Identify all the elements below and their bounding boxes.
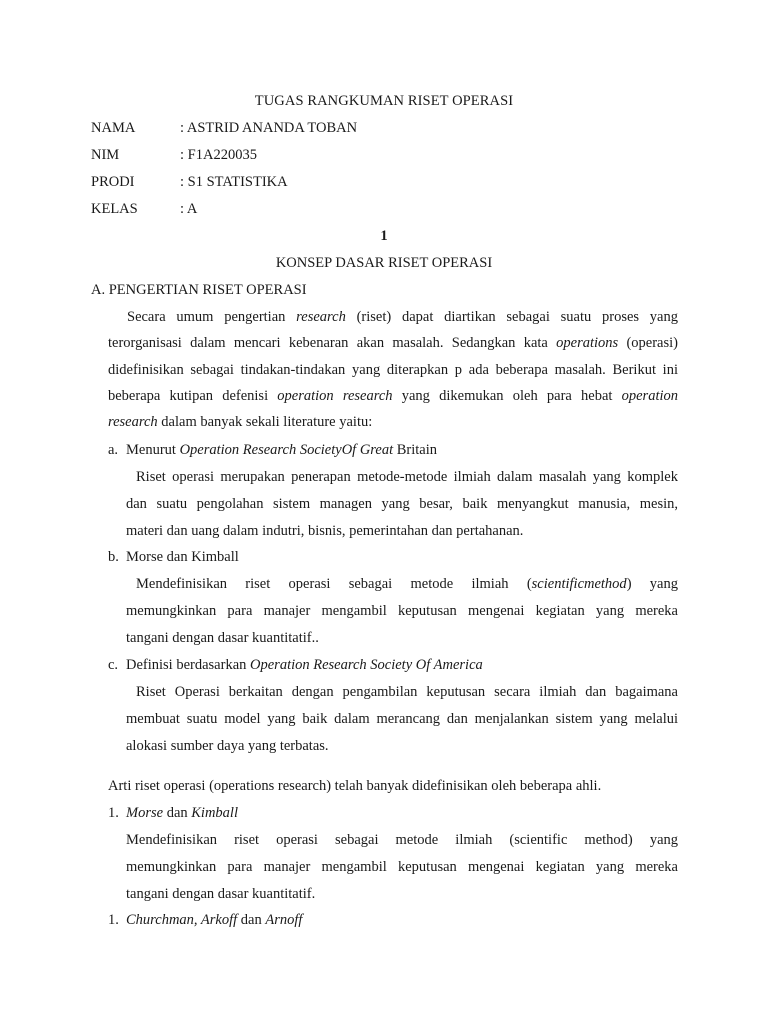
- chapter-title: KONSEP DASAR RISET OPERASI: [275, 255, 493, 271]
- item-a-line-1: Riset operasi merupakan penerapan metode-metode ilmiah dalam masalah yang komplek: [136, 469, 678, 485]
- field-label-kelas: KELAS: [91, 201, 138, 217]
- item-c-line-1: Riset Operasi berkaitan dengan pengambilan keputusan secara ilmiah dan bagaimana: [136, 684, 678, 700]
- experts-intro: Arti riset operasi (operations research) telah banyak didefinisikan oleh beberapa ahli.: [108, 778, 602, 794]
- item-c-line-2: membuat suatu model yang baik dalam merancang dan menjalankan sistem yang melalui: [126, 711, 678, 727]
- item-c-line-3: alokasi sumber daya yang terbatas.: [126, 738, 329, 754]
- list-item-c-label: Definisi berdasarkan Operation Research Society Of America: [126, 657, 483, 673]
- list-marker-a: a.: [108, 442, 119, 458]
- field-value-nama: : ASTRID ANANDA TOBAN: [180, 120, 358, 136]
- field-label-nim: NIM: [91, 147, 120, 163]
- intro-line-2: terorganisasi dalam mencari kebenaran akan masalah. Sedangkan kata operations (operasi): [108, 335, 678, 351]
- field-value-kelas: : A: [180, 201, 198, 217]
- expert-2-marker: 1.: [108, 912, 119, 928]
- document-title: TUGAS RANGKUMAN RISET OPERASI: [254, 93, 514, 109]
- expert-1-line-2: memungkinkan para manajer mengambil keputusan mengenai kegiatan yang mereka: [126, 859, 678, 875]
- intro-line-5: research dalam banyak sekali literature yaitu:: [108, 414, 373, 430]
- intro-line-4: beberapa kutipan defenisi operation research yang dikemukan oleh para hebat operation: [108, 388, 679, 404]
- expert-1-name: Morse dan Kimball: [126, 805, 238, 821]
- item-b-line-3: tangani dengan dasar kuantitatif..: [126, 630, 319, 646]
- list-marker-c: c.: [108, 657, 119, 673]
- expert-1-line-1: Mendefinisikan riset operasi sebagai metode ilmiah (scientific method) yang: [126, 832, 678, 848]
- item-b-line-1: Mendefinisikan riset operasi sebagai metode ilmiah (scientificmethod) yang: [136, 576, 678, 592]
- field-label-nama: NAMA: [91, 120, 136, 136]
- intro-line-3: didefinisikan sebagai tindakan-tindakan yang diterapkan p ada beberapa masalah. Berikut ini: [108, 362, 678, 378]
- section-heading: A. PENGERTIAN RISET OPERASI: [91, 282, 307, 298]
- list-item-b-label: Morse dan Kimball: [126, 549, 239, 565]
- expert-1-marker: 1.: [108, 805, 119, 821]
- field-label-prodi: PRODI: [91, 174, 135, 190]
- item-a-line-3: materi dan uang dalam indutri, bisnis, pemerintahan dan pertahanan.: [126, 523, 524, 539]
- field-value-nim: : F1A220035: [180, 147, 257, 163]
- expert-1-line-3: tangani dengan dasar kuantitatif.: [126, 886, 316, 902]
- field-value-prodi: : S1 STATISTIKA: [180, 174, 288, 190]
- chapter-number: 1: [380, 228, 388, 244]
- list-item-a-label: Menurut Operation Research SocietyOf Great Britain: [126, 442, 438, 458]
- item-a-line-2: dan suatu pengolahan sistem managen yang besar, baik menyangkut manusia, mesin,: [126, 496, 678, 512]
- item-b-line-2: memungkinkan para manajer mengambil keputusan mengenai kegiatan yang mereka: [126, 603, 678, 619]
- list-marker-b: b.: [108, 549, 119, 565]
- expert-2-name: Churchman, Arkoff dan Arnoff: [126, 912, 303, 928]
- intro-line-1: Secara umum pengertian research (riset) dapat diartikan sebagai suatu proses yang: [127, 309, 678, 325]
